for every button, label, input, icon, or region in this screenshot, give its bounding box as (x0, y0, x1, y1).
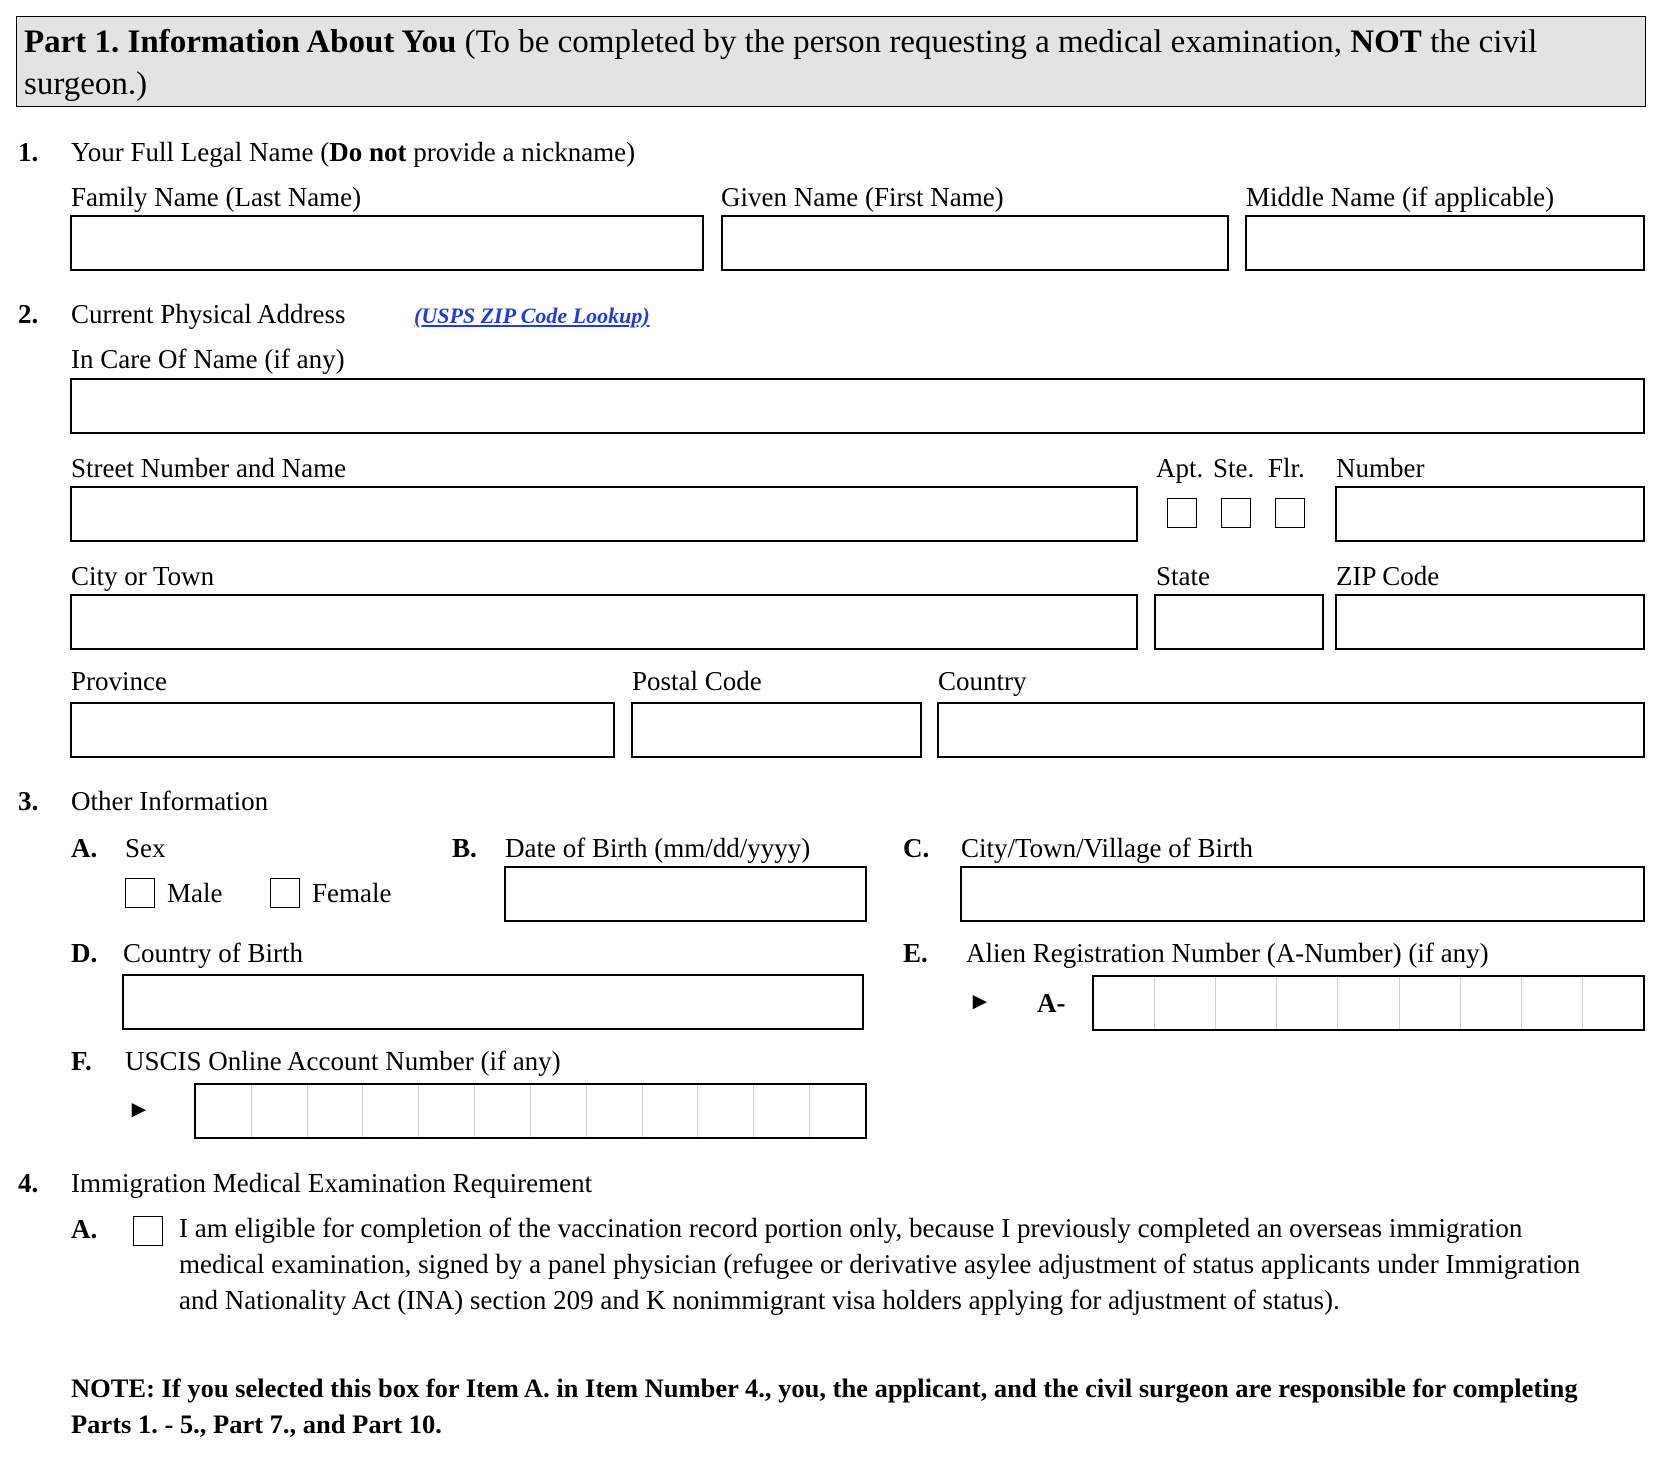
uscis-account-input[interactable] (194, 1083, 867, 1139)
item-3c-letter: C. (903, 833, 930, 863)
flr-checkbox[interactable] (1275, 498, 1305, 528)
vaccination-only-text: I am eligible for completion of the vaccination record portion only, because I previously completed an overseas immigration medical examination, signed by a panel physician (refugee or derivative asylee adjustment of status applicants under Immigration and Nationality Act (INA) section 209 and K nonimmigrant visa holders applying for adjustment of status). (179, 1213, 1581, 1315)
part-subtitle-not: NOT (1350, 24, 1422, 60)
uscis-account-arrow-icon: ► (127, 1097, 151, 1123)
dob-label: Date of Birth (mm/dd/yyyy) (505, 833, 811, 863)
item-4-number: 4. (18, 1168, 39, 1198)
street-label: Street Number and Name (71, 453, 347, 483)
unit-number-input[interactable] (1335, 486, 1645, 542)
item-3e-letter: E. (903, 938, 928, 968)
female-checkbox[interactable] (270, 878, 300, 908)
a-number-prefix: A- (1037, 988, 1066, 1018)
postal-code-input[interactable] (631, 702, 922, 758)
part-subtitle-2: the civil surgeon.) (24, 24, 1538, 102)
item-1-label (71, 136, 635, 168)
apt-label: Apt. (1156, 453, 1204, 483)
ste-label: Ste. (1213, 453, 1255, 483)
item-3-number: 3. (18, 786, 39, 816)
item-3b-letter: B. (452, 833, 477, 863)
item-1-number: 1. (18, 137, 39, 167)
state-label: State (1156, 561, 1210, 591)
uscis-account-label: USCIS Online Account Number (if any) (125, 1046, 561, 1076)
province-input[interactable] (70, 702, 615, 758)
item-3-label: Other Information (71, 786, 269, 816)
item-1-label-post: provide a nickname) (406, 137, 636, 167)
zip-label: ZIP Code (1336, 561, 1440, 591)
city-of-birth-label: City/Town/Village of Birth (961, 833, 1253, 863)
a-number-label: Alien Registration Number (A-Number) (if any) (966, 938, 1489, 968)
country-label: Country (938, 666, 1027, 696)
family-name-input[interactable] (70, 215, 704, 271)
vaccination-only-checkbox[interactable] (133, 1216, 163, 1246)
care-of-input[interactable] (70, 378, 1645, 434)
family-name-label: Family Name (Last Name) (71, 182, 362, 212)
note-text: NOTE: If you selected this box for Item A. in Item Number 4., you, the applicant, and the civil surgeon are responsible for completing Parts 1. - 5., Part 7., and Part 10. (71, 1373, 1578, 1439)
part-1-header (16, 16, 1646, 107)
male-label: Male (167, 878, 223, 908)
female-label: Female (312, 878, 392, 908)
unit-number-label: Number (1336, 453, 1425, 483)
apt-checkbox[interactable] (1167, 498, 1197, 528)
item-4-label: Immigration Medical Examination Requirement (71, 1168, 593, 1198)
item-3a-letter: A. (71, 833, 98, 863)
flr-label: Flr. (1268, 453, 1305, 483)
city-input[interactable] (70, 594, 1138, 650)
item-2-label: Current Physical Address (71, 299, 346, 329)
state-select[interactable] (1154, 594, 1324, 650)
usps-zip-lookup-link[interactable]: (USPS ZIP Code Lookup) (414, 303, 650, 328)
item-4a-letter: A. (71, 1214, 98, 1244)
country-of-birth-input[interactable] (122, 974, 864, 1030)
a-number-arrow-icon: ► (968, 989, 992, 1015)
country-of-birth-label: Country of Birth (123, 938, 303, 968)
item-2-number: 2. (18, 299, 39, 329)
middle-name-label: Middle Name (if applicable) (1246, 182, 1555, 212)
item-1-label-bold: Do not (329, 137, 407, 167)
postal-code-label: Postal Code (632, 666, 762, 696)
a-number-input[interactable] (1092, 975, 1645, 1031)
male-checkbox[interactable] (125, 878, 155, 908)
item-1-label-pre: Your Full Legal Name ( (71, 137, 330, 167)
part-title: Part 1. Information About You (24, 24, 457, 60)
city-of-birth-input[interactable] (960, 866, 1645, 922)
given-name-input[interactable] (721, 215, 1229, 271)
zip-input[interactable] (1335, 594, 1645, 650)
item-3d-letter: D. (71, 938, 98, 968)
part-subtitle-1: (To be completed by the person requesting a medical examination, (456, 24, 1351, 60)
province-label: Province (71, 666, 167, 696)
ste-checkbox[interactable] (1221, 498, 1251, 528)
street-input[interactable] (70, 486, 1138, 542)
item-3f-letter: F. (71, 1046, 92, 1076)
middle-name-input[interactable] (1245, 215, 1645, 271)
care-of-label: In Care Of Name (if any) (71, 344, 345, 374)
sex-label: Sex (125, 833, 166, 863)
country-input[interactable] (937, 702, 1645, 758)
city-label: City or Town (71, 561, 215, 591)
given-name-label: Given Name (First Name) (721, 182, 1004, 212)
dob-input[interactable] (504, 866, 867, 922)
